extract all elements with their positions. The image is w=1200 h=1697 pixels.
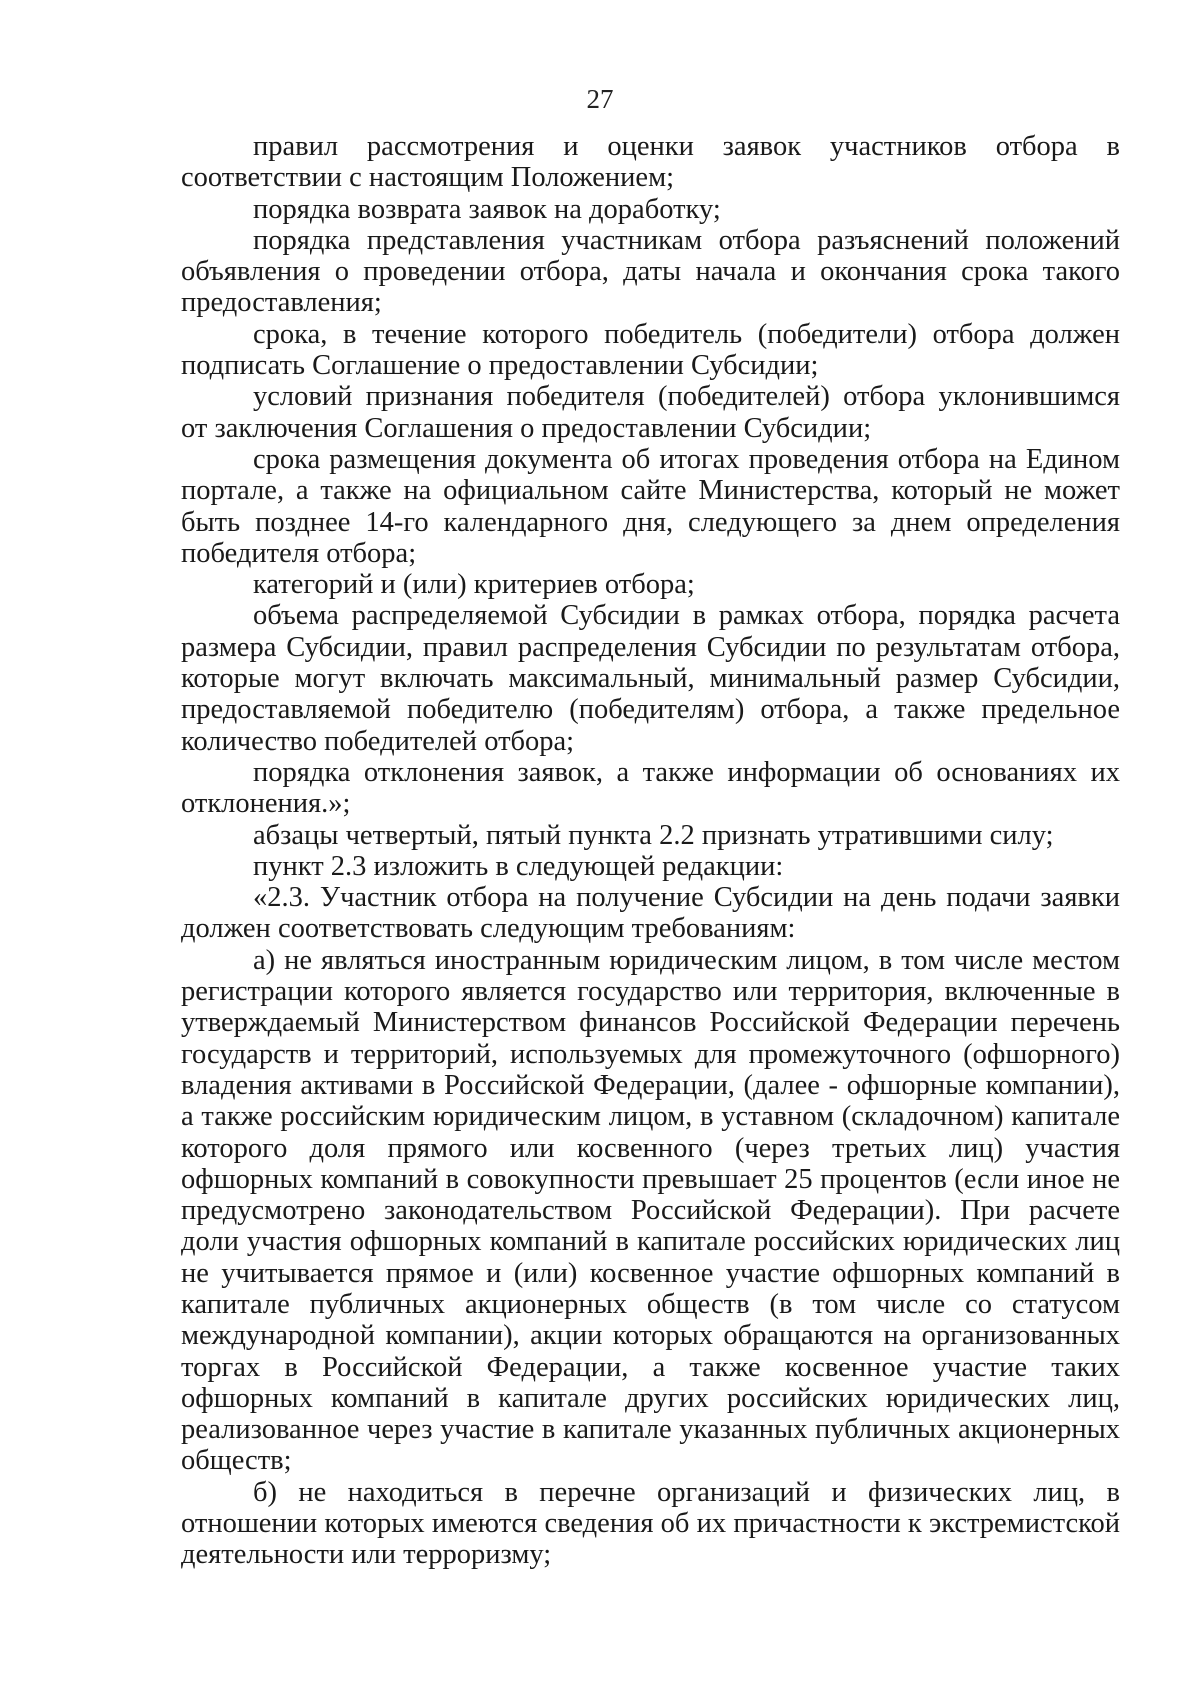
paragraph: пункт 2.3 изложить в следующей редакции: (253, 850, 784, 882)
paragraph: абзацы четвертый, пятый пункта 2.2 признать утратившими силу; (253, 819, 1054, 851)
paragraph: условий признания победителя (победителей) отбора уклонившимся от заключения Соглашения о предоставлении Субсидии; (181, 381, 1120, 444)
paragraph: объема распределяемой Субсидии в рамках отбора, порядка расчета размера Субсидии, правил распределения Субсидии по результатам отбора, которые могут включать максимальный, минимальный размер Субсидии, предоставляемой победителю (победителям) отбора, а также предельное количество победителей отбора; (181, 600, 1120, 757)
page-number: 27 (586, 84, 614, 114)
paragraph: порядка отклонения заявок, а также информации об основаниях их отклонения.»; (181, 756, 1120, 820)
paragraph: срока, в течение которого победитель (победители) отбора должен подписать Соглашение о предоставлении Субсидии; (181, 318, 1120, 382)
paragraph: срока размещения документа об итогах проведения отбора на Едином портале, а также на официальном сайте Министерства, который не может быть позднее 14-го календарного дня, следующего за днем определения победителя отбора; (181, 443, 1120, 569)
paragraph: порядка возврата заявок на доработку; (253, 193, 721, 225)
paragraph: «2.3. Участник отбора на получение Субсидии на день подачи заявки должен соответствовать следующим требованиям: (181, 882, 1120, 945)
document-body (181, 131, 1120, 1571)
paragraph: порядка представления участникам отбора разъяснений положений объявления о проведении отбора, даты начала и окончания срока такого предоставления; (181, 224, 1120, 319)
paragraph: а) не являться иностранным юридическим лицом, в том числе местом регистрации которого является государство или территория, включенные в утверждаемый Министерством финансов Российской Федерации перечень государств и территорий, используемых для промежуточного (офшорного) владения активами в Российской Федерации, (далее - офшорные компании), а также российским юридическим лицом, в уставном (складочном) капитале которого доля прямого или косвенного (через третьих лиц) участия офшорных компаний в совокупности превышает 25 процентов (если иное не предусмотрено законодательством Российской Федерации). При расчете доли участия офшорных компаний в капитале российских юридических лиц не учитывается прямое и (или) косвенное участие офшорных компаний в капитале публичных акционерных обществ (в том числе со статусом международной компании), акции которых обращаются на организованных торгах в Российской Федерации, а также косвенное участие таких офшорных компаний в капитале других российских юридических лиц, реализованное через участие в капитале указанных публичных акционерных обществ; (181, 944, 1120, 1477)
paragraph: б) не находиться в перечне организаций и физических лиц, в отношении которых имеются сведения об их причастности к экстремистской деятельности или терроризму; (181, 1476, 1120, 1571)
paragraph: правил рассмотрения и оценки заявок участников отбора в соответствии с настоящим Положением; (181, 131, 1120, 194)
paragraph: категорий и (или) критериев отбора; (253, 569, 695, 601)
